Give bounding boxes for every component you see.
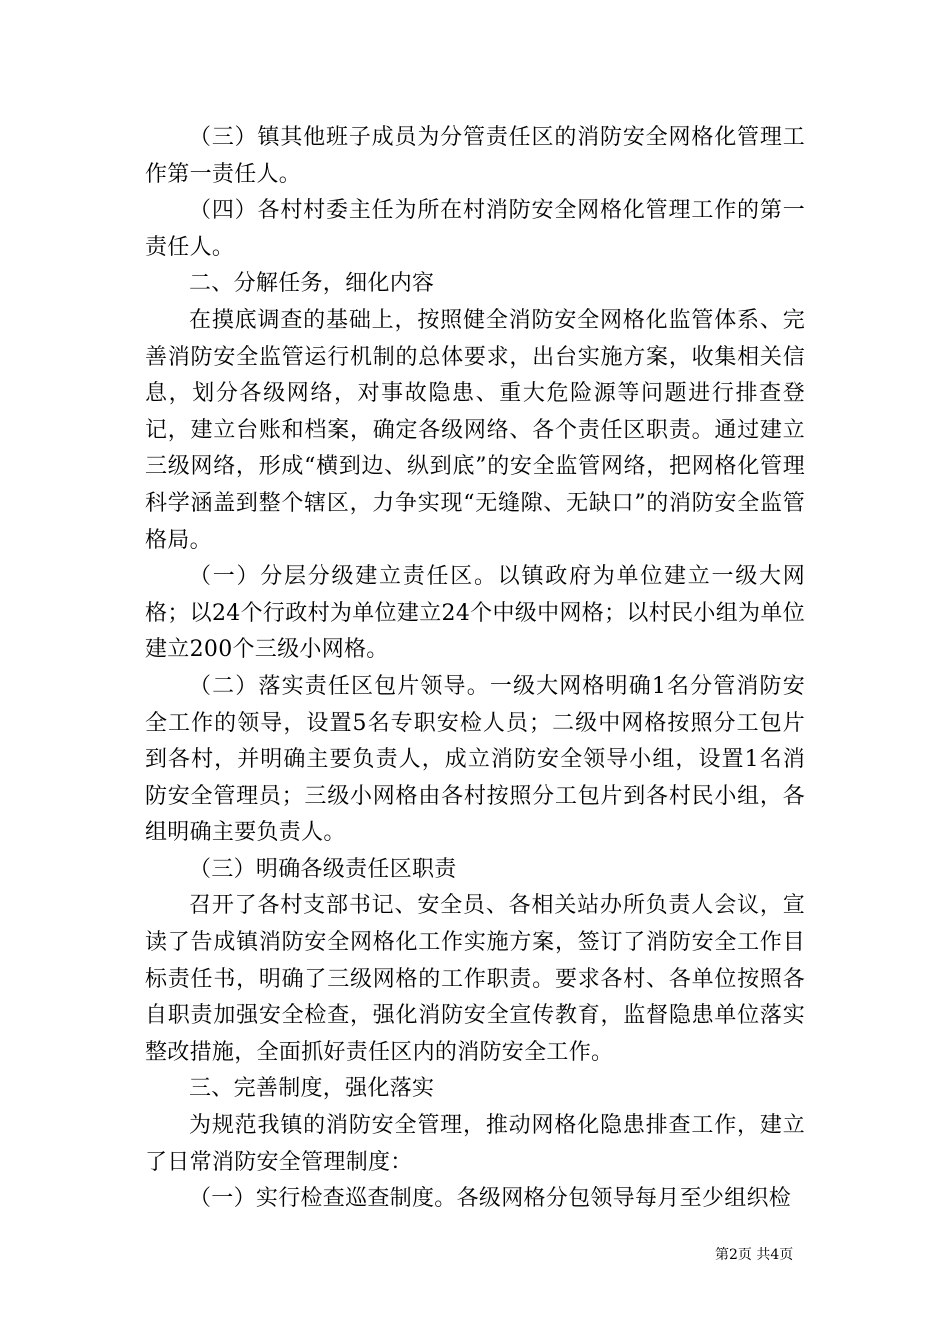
paragraph-subsection-1: （一）分层分级建立责任区。以镇政府为单位建立一级大网格；以24个行政村为单位建立24个中级中网格；以村民小组为单位建立200个三级小网格。 <box>145 564 805 663</box>
paragraph-body: 在摸底调查的基础上，按照健全消防安全网格化监管体系、完善消防安全监管运行机制的总体要求，出台实施方案，收集相关信息，划分各级网络，对事故隐患、重大危险源等问题进行排查登记，建立台账和档案，确定各级网络、各个责任区职责。通过建立三级网络，形成“横到边、纵到底”的安全监管网络，把网格化管理科学涵盖到整个辖区，力争实现“无缝隙、无缺口”的消防安全监管格局。 <box>145 307 805 553</box>
paragraph-body: 召开了各村支部书记、安全员、各相关站办所负责人会议，宣读了告成镇消防安全网格化工作实施方案，签订了消防安全工作目标责任书，明确了三级网格的工作职责。要求各村、各单位按照各自职责加强安全检查，强化消防安全宣传教育，监督隐患单位落实整改措施，全面抓好责任区内的消防安全工作。 <box>145 893 805 1065</box>
subsection-heading-3: （三）明确各级责任区职责 <box>189 856 457 882</box>
section-heading-3: 三、完善制度，强化落实 <box>189 1076 435 1102</box>
paragraph-item-3: （三）镇其他班子成员为分管责任区的消防安全网格化管理工作第一责任人。 <box>145 125 805 187</box>
section-heading-2: 二、分解任务，细化内容 <box>189 271 435 297</box>
paragraph-subsection-2: （二）落实责任区包片领导。一级大网格明确1名分管消防安全工作的领导，设置5名专职安检人员；二级中网格按照分工包片到各村，并明确主要负责人，成立消防安全领导小组，设置1名消防安全管理员；三级小网格由各村按照分工包片到各村民小组，各组明确主要负责人。 <box>145 673 805 846</box>
paragraph-item-4: （四）各村村委主任为所在村消防安全网格化管理工作的第一责任人。 <box>145 198 805 260</box>
paragraph-body: 为规范我镇的消防安全管理，推动网格化隐患排查工作，建立了日常消防安全管理制度： <box>145 1113 805 1175</box>
paragraph-subsection-1-inspection: （一）实行检查巡查制度。各级网格分包领导每月至少组织检 <box>189 1186 792 1212</box>
document-body <box>145 120 805 1218</box>
page-number-footer: 第2页 共4页 <box>715 1247 794 1263</box>
